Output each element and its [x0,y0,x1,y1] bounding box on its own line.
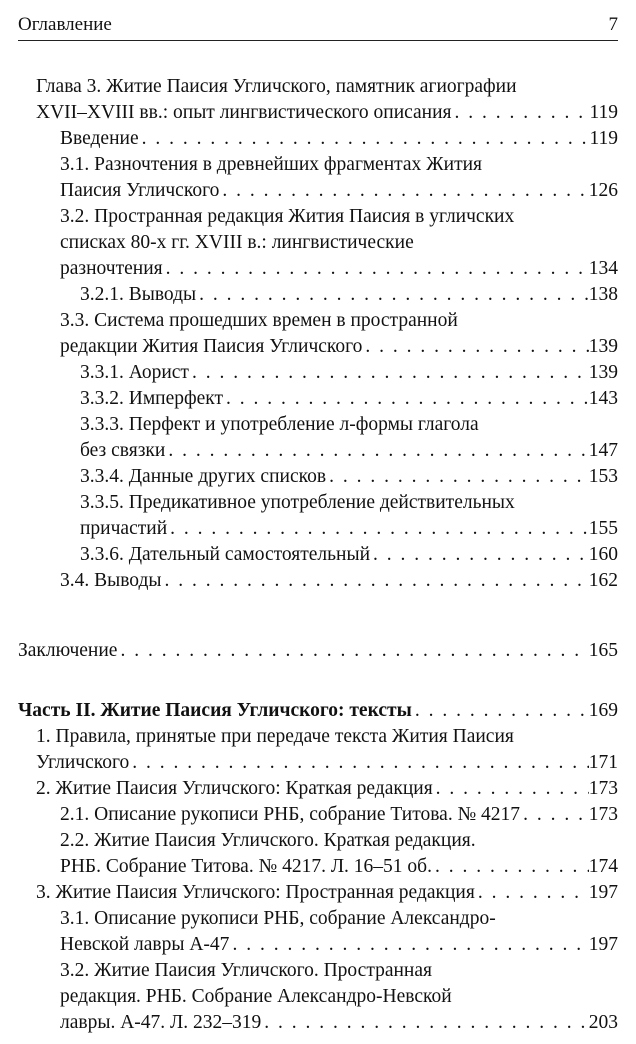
toc-entry[interactable] [80,360,618,386]
toc-entry-line [60,802,618,828]
toc-page-number: 126 [588,180,618,201]
toc-entry-title-line: 3.4. Выводы [60,570,162,591]
toc-entry-title-line: 2.2. Житие Паисия Угличского. Краткая редакция. [60,830,476,851]
toc-leader-dots [196,282,589,308]
toc-entry-line [36,724,618,750]
toc-entry-line [36,100,618,126]
toc-page-number: 139 [588,362,618,383]
toc-entry-line [36,880,618,906]
toc-entry-title-line: 1. Правила, принятые при передаче текста Жития Паисия [36,726,514,747]
toc-entry-title-line: 3.3. Система прошедших времен в пространной [60,310,458,331]
toc-page-number: 139 [588,336,618,357]
toc-entry-line [60,984,618,1010]
running-header-title: Оглавление [18,14,112,35]
toc-page-number: 138 [588,284,618,305]
toc-leader-dots [452,100,590,126]
toc-page-number: 119 [589,128,618,149]
toc-page-number: 162 [588,570,618,591]
toc-leader-dots [129,750,589,776]
toc-entry-title-line: списках 80-х гг. XVIII в.: лингвистические [60,232,414,253]
toc-entry[interactable] [60,802,618,828]
toc-entry[interactable] [36,724,618,776]
toc-entry-line [60,828,618,854]
toc-leader-dots [165,438,588,464]
toc-entry-line [60,178,618,204]
toc-entry-line [60,308,618,334]
toc-entry-line [80,360,618,386]
toc-entry-line [36,776,618,802]
toc-entry[interactable] [60,958,618,1036]
toc-entry[interactable] [60,204,618,282]
toc-entry-title-line: Паисия Угличского [60,180,220,201]
toc-leader-dots [117,638,588,664]
toc-entry-line [36,74,618,100]
toc-entry[interactable] [60,308,618,360]
toc-entry[interactable] [80,464,618,490]
toc-leader-dots [432,854,589,880]
toc-entry-title-line: XVII–XVIII вв.: опыт лингвистического описания [36,102,452,123]
toc-page-number: 169 [588,700,618,721]
toc-entry-line [60,204,618,230]
toc-leader-dots [261,1010,589,1036]
toc-entry-line [80,386,618,412]
toc-page-number: 197 [588,882,618,903]
toc-entry-line [60,230,618,256]
toc-page-number: 143 [588,388,618,409]
toc-page-number: 147 [588,440,618,461]
toc-entry-title-line: Невской лавры А-47 [60,934,230,955]
toc-entry-line [60,854,618,880]
toc-entry-title-line: 3.3.3. Перфект и употребление л-формы глагола [80,414,479,435]
toc-entry-line [60,256,618,282]
toc-leader-dots [433,776,589,802]
toc-entry[interactable] [60,152,618,204]
toc-entry-line [80,438,618,464]
toc-entry-line [60,1010,618,1036]
toc-entry[interactable] [36,880,618,906]
toc-entry-title-line: 3.3.5. Предикативное употребление действительных [80,492,515,513]
toc-page-number: 119 [589,102,618,123]
toc-page-number: 203 [588,1012,618,1033]
toc-leader-dots [223,386,589,412]
toc-entry-title-line: разночтения [60,258,163,279]
toc-page-number: 160 [588,544,618,565]
toc-entry-title-line: 2.1. Описание рукописи РНБ, собрание Титова. № 4217 [60,804,521,825]
toc-entry[interactable] [60,906,618,958]
toc-entry[interactable] [60,828,618,880]
toc-entry-title-line: 3.1. Описание рукописи РНБ, собрание Александро- [60,908,496,929]
toc-entry[interactable] [80,490,618,542]
toc-entry-title-line: редакции Жития Паисия Угличского [60,336,363,357]
toc-entry-title-line: Часть II. Житие Паисия Угличского: тексты [18,700,412,721]
toc-entry-title-line: Заключение [18,640,118,661]
toc-leader-dots [475,880,589,906]
toc-entry-title-line: Глава 3. Житие Паисия Угличского, памятник агиографии [36,76,517,97]
toc-entry[interactable] [60,568,618,594]
toc-entry-title-line: 3. Житие Паисия Угличского: Пространная редакция [36,882,475,903]
toc-entry-line [18,638,618,664]
toc-entry[interactable] [36,74,618,126]
toc-page-number: 165 [588,640,618,661]
toc-page-number: 134 [588,258,618,279]
toc-leader-dots [219,178,588,204]
toc-page-number: 197 [588,934,618,955]
toc-entry-title-line: без связки [80,440,166,461]
toc-entry-title-line: 3.3.2. Имперфект [80,388,224,409]
toc-entry-title-line: 3.3.4. Данные других списков [80,466,327,487]
toc-entry-title-line: 3.1. Разночтения в древнейших фрагментах Жития [60,154,483,175]
toc-entry[interactable] [80,542,618,568]
toc-entry-title-line: Введение [60,128,139,149]
toc-entry-line [36,750,618,776]
toc-leader-dots [162,568,589,594]
toc-entry-title-line: 2. Житие Паисия Угличского: Краткая редакция [36,778,433,799]
toc-entry[interactable] [18,698,618,724]
toc-entry-title-line: лавры. А-47. Л. 232–319 [60,1012,262,1033]
toc-entry[interactable] [80,282,618,308]
toc-leader-dots [520,802,589,828]
toc-entry-line [60,126,618,152]
toc-page-number: 173 [588,778,618,799]
toc-page-number: 153 [588,466,618,487]
toc-entry-line [60,958,618,984]
toc-entry-line [60,152,618,178]
toc-page-number: 171 [588,752,618,773]
toc-leader-dots [167,516,589,542]
toc-entry-title-line: 3.3.6. Дательный самостоятельный [80,544,371,565]
toc-entry-line [60,568,618,594]
toc-entry-title-line: 3.2. Пространная редакция Жития Паисия в угличских [60,206,515,227]
toc-entry[interactable] [36,776,618,802]
toc-entry-title-line: РНБ. Собрание Титова. № 4217. Л. 16–51 об. [60,856,432,877]
toc-entry-title-line: 3.3.1. Аорист [80,362,189,383]
toc-entry-title-line: 3.2.1. Выводы [80,284,197,305]
toc-page-number: 155 [588,518,618,539]
toc-entry-title-line: 3.2. Житие Паисия Угличского. Пространная [60,960,432,981]
toc-leader-dots [362,334,588,360]
toc-leader-dots [139,126,590,152]
toc-leader-dots [163,256,589,282]
toc-entry-title-line: Угличского [36,752,130,773]
toc-entry-title-line: причастий [80,518,168,539]
toc-entry[interactable] [60,126,618,152]
toc-entry[interactable] [18,638,618,664]
toc-page-number: 173 [588,804,618,825]
toc-entry[interactable] [80,412,618,464]
running-header-page-number: 7 [608,14,618,35]
toc-entry[interactable] [80,386,618,412]
toc-entry-line [80,516,618,542]
toc-entry-title-line: редакция. РНБ. Собрание Александро-Невской [60,986,452,1007]
toc-entry-line [60,906,618,932]
toc-entry-line [18,698,618,724]
toc-entry-line [80,490,618,516]
toc-leader-dots [229,932,588,958]
toc-leader-dots [370,542,589,568]
toc-entry-line [60,334,618,360]
toc-entry-line [80,282,618,308]
toc-leader-dots [189,360,589,386]
toc-entry-line [80,464,618,490]
toc-page-number: 174 [588,856,618,877]
toc-entry-line [80,542,618,568]
toc-leader-dots [412,698,589,724]
toc-leader-dots [326,464,589,490]
toc-entry-line [80,412,618,438]
toc-entry-line [60,932,618,958]
